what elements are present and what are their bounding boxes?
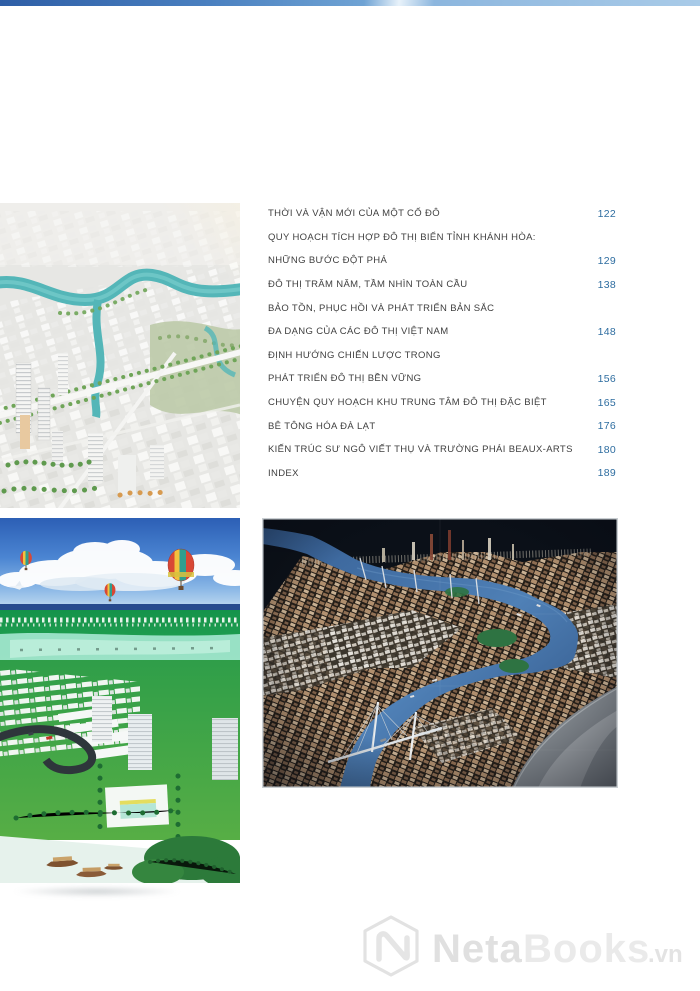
toc-item-page-number: 180: [597, 443, 616, 456]
toc-item-title: ĐÔ THỊ TRĂM NĂM, TẦM NHÌN TOÀN CẦU: [268, 279, 468, 291]
toc-item-title: PHÁT TRIỂN ĐÔ THỊ BỀN VỮNG: [268, 373, 422, 385]
toc-item-page-number: 189: [597, 467, 616, 480]
toc-item-page-number: 122: [597, 207, 616, 220]
toc-row: [268, 226, 616, 250]
toc-item-page-number: 148: [597, 325, 616, 338]
toc-row: [268, 202, 616, 226]
masterplan-aerial-illustration: [0, 203, 240, 508]
toc-item-title: KIẾN TRÚC SƯ NGÔ VIẾT THỤ VÀ TRƯỜNG PHÁI BEAUX-ARTS: [268, 444, 573, 456]
image-city-model-night: [262, 518, 618, 788]
watermark-text-vn: .vn: [648, 941, 683, 968]
city-model-illustration: [262, 518, 618, 788]
toc-row: [268, 320, 616, 344]
image-masterplan-aerial: [0, 203, 240, 508]
toc-row: [268, 391, 616, 415]
image-coastal-city-balloons: [0, 518, 240, 883]
toc-item-page-number: 156: [597, 372, 616, 385]
toc-item-title: NHỮNG BƯỚC ĐỘT PHÁ: [268, 255, 388, 267]
toc-item-page-number: 129: [597, 254, 616, 267]
toc-item-page-number: 176: [597, 420, 616, 433]
toc-row: [268, 462, 616, 486]
netabooks-logo-icon: [365, 917, 417, 975]
watermark-text-books: Books: [523, 927, 651, 971]
toc-row: [268, 367, 616, 391]
toc-item-title: ĐA DẠNG CỦA CÁC ĐÔ THỊ VIỆT NAM: [268, 326, 449, 338]
toc-item-page-number: 165: [597, 396, 616, 409]
toc-item-title: BÊ TÔNG HÓA ĐÀ LẠT: [268, 420, 376, 432]
top-edge-strip: [0, 0, 700, 6]
coastal-city-illustration: [0, 518, 240, 883]
toc-row: [268, 273, 616, 297]
toc-row: [268, 344, 616, 368]
toc-row: [268, 438, 616, 462]
table-of-contents: [268, 202, 616, 485]
toc-item-title: QUY HOẠCH TÍCH HỢP ĐÔ THỊ BIỂN TỈNH KHÁNH HÒA:: [268, 231, 536, 243]
toc-row: [268, 296, 616, 320]
toc-row: [268, 249, 616, 273]
watermark-text-neta: Neta: [432, 927, 523, 971]
toc-item-title: ĐỊNH HƯỚNG CHIẾN LƯỢC TRONG: [268, 349, 441, 361]
netabooks-watermark: [360, 914, 694, 984]
toc-row: [268, 414, 616, 438]
toc-item-page-number: 138: [597, 278, 616, 291]
toc-item-title: THỜI VÀ VẬN MỚI CỦA MỘT CỐ ĐÔ: [268, 208, 440, 220]
image-reflection-shadow: [12, 886, 182, 897]
toc-item-title: CHUYỆN QUY HOẠCH KHU TRUNG TÂM ĐÔ THỊ ĐẶC BIỆT: [268, 397, 547, 409]
toc-item-title: BẢO TỒN, PHỤC HỒI VÀ PHÁT TRIỂN BẢN SẮC: [268, 302, 495, 314]
toc-item-title: INDEX: [268, 467, 299, 479]
